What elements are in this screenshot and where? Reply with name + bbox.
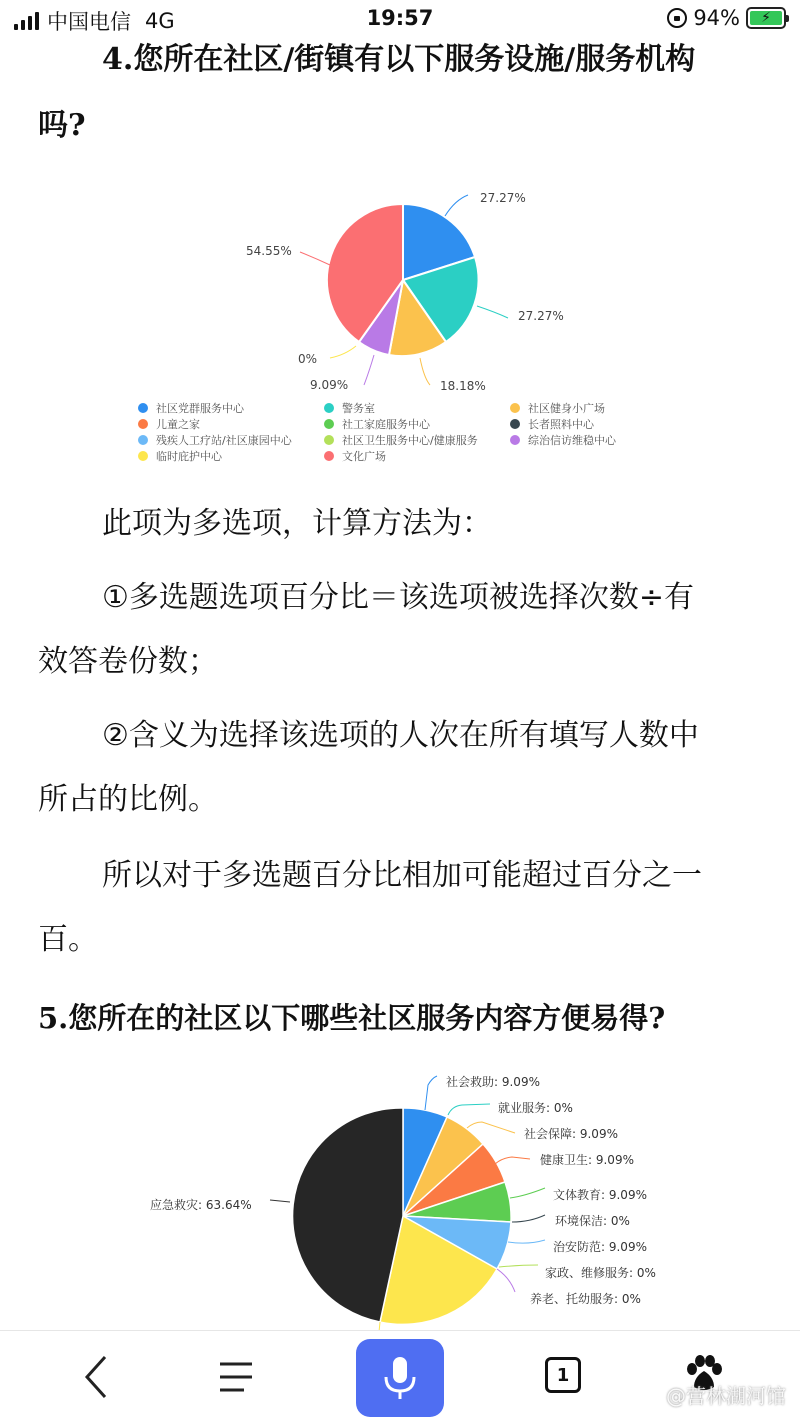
menu-button[interactable] [210, 1355, 262, 1399]
legend-item[interactable]: 长者照料中心 [510, 416, 650, 431]
label-18: 18.18% [440, 379, 486, 393]
legend-item[interactable]: 儿童之家 [138, 416, 324, 431]
label-emergency: 应急救灾: 63.64% [150, 1198, 252, 1212]
label-elderly-childcare: 养老、托幼服务: 0% [530, 1292, 641, 1306]
label-public-security: 治安防范: 9.09% [553, 1240, 647, 1254]
question-5-title: 5.您所在的社区以下哪些社区服务内容方便易得? [38, 1001, 666, 1035]
legend-item[interactable]: 社工家庭服务中心 [324, 416, 510, 431]
legend-item[interactable]: 文化广场 [324, 448, 510, 463]
legend-item[interactable]: 社区健身小广场 [510, 400, 650, 415]
label-health: 健康卫生: 9.09% [540, 1153, 634, 1167]
question-4-title-line1: 4.您所在社区/街镇有以下服务设施/服务机构 [102, 42, 696, 77]
back-icon [81, 1355, 111, 1399]
battery-charging-icon: ⚡ [746, 7, 786, 29]
label-culture-education: 文体教育: 9.09% [553, 1188, 647, 1202]
explanation-intro: 此项为多选项，计算方法为： [102, 506, 492, 541]
watermark: @营林湖河馆 [666, 1384, 786, 1408]
explanation-rule1-line2: 效答卷份数； [38, 644, 218, 679]
question-4-title-line2: 吗? [38, 108, 86, 143]
label-27-a: 27.27% [480, 191, 526, 205]
explanation-rule2-line1: ②含义为选择该选项的人次在所有填写人数中 [102, 718, 699, 753]
carrier-name: 中国电信 [47, 10, 131, 34]
legend-item[interactable]: 综治信访维稳中心 [510, 432, 650, 447]
label-housekeeping: 家政、维修服务: 0% [545, 1266, 656, 1280]
legend-item[interactable]: 残疾人工疗站/社区康园中心 [138, 432, 324, 447]
legend-item[interactable]: 社区党群服务中心 [138, 400, 324, 415]
legend-item[interactable]: 临时庇护中心 [138, 448, 324, 463]
legend-item[interactable]: 警务室 [324, 400, 510, 415]
explanation-rule1-line1: ①多选题选项百分比＝该选项被选择次数÷有 [102, 580, 695, 615]
pie-chart-services [0, 1040, 800, 1330]
voice-search-button[interactable] [356, 1339, 444, 1417]
label-9: 9.09% [310, 378, 349, 392]
label-social-security: 社会保障: 9.09% [524, 1127, 618, 1141]
label-54: 54.55% [246, 244, 292, 258]
legend-item[interactable]: 社区卫生服务中心/健康服务 [324, 432, 510, 447]
tabs-button[interactable] [545, 1357, 581, 1393]
battery-percent: 94% [693, 6, 740, 30]
label-social-assistance: 社会救助: 9.09% [446, 1075, 540, 1089]
explanation-note-line1: 所以对于多选题百分比相加可能超过百分之一 [102, 858, 702, 893]
clock: 19:57 [366, 6, 434, 30]
network-type: 4G [145, 9, 175, 33]
back-button[interactable] [72, 1351, 120, 1403]
label-27-b: 27.27% [518, 309, 564, 323]
tab-count: 1 [556, 1364, 570, 1386]
explanation-note-line2: 百。 [38, 922, 98, 957]
microphone-icon [382, 1355, 418, 1401]
label-environment: 环境保洁: 0% [555, 1214, 630, 1228]
label-employment: 就业服务: 0% [498, 1101, 573, 1115]
label-0: 0% [298, 352, 318, 366]
chart-legend [138, 400, 638, 463]
explanation-rule2-line2: 所占的比例。 [38, 782, 218, 817]
pie-chart-facilities [0, 0, 800, 400]
menu-icon [218, 1360, 254, 1394]
